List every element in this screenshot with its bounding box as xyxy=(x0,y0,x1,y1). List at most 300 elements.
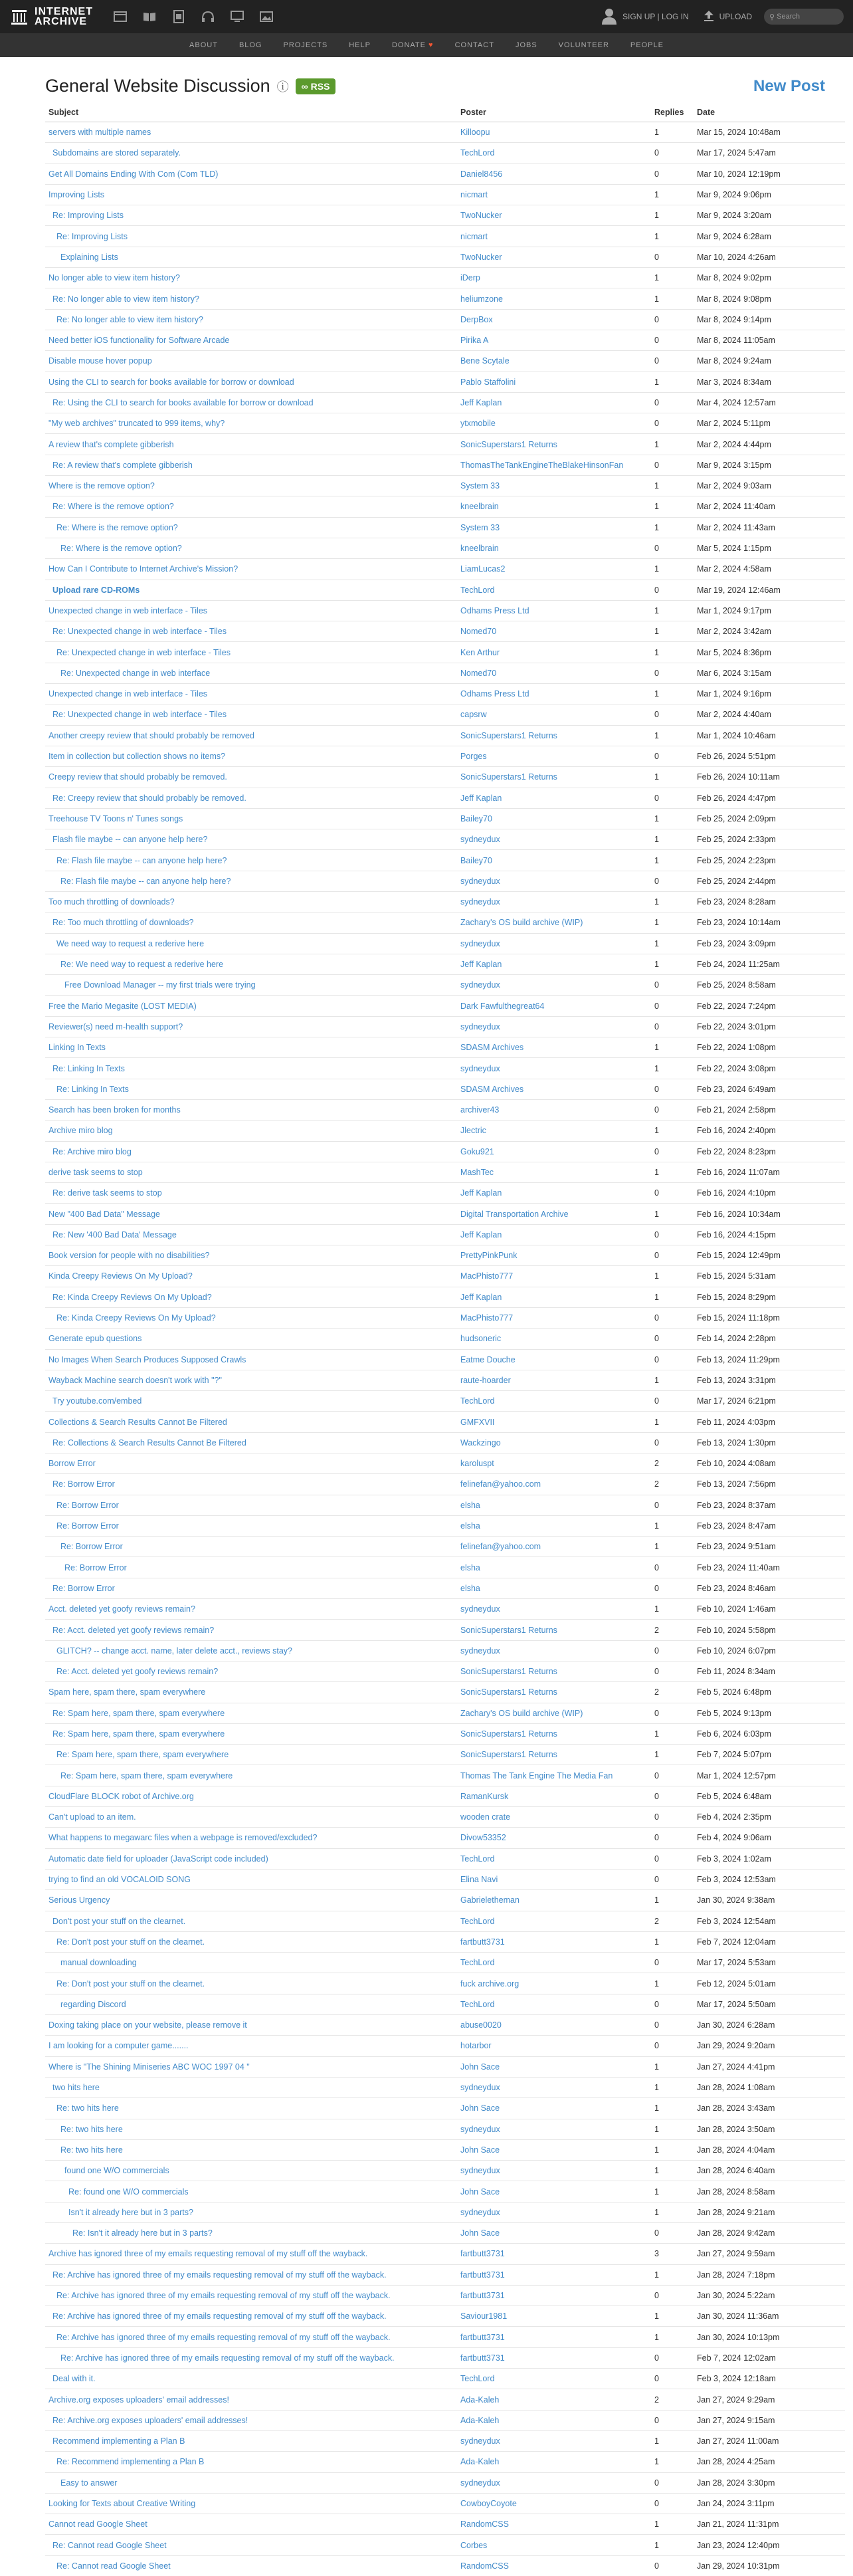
info-icon[interactable]: ⓘ xyxy=(276,80,289,94)
subject-link[interactable]: Re: Using the CLI to search for books available for borrow or download xyxy=(52,398,314,407)
poster-link[interactable]: fartbutt3731 xyxy=(460,2332,505,2342)
poster-link[interactable]: Bailey70 xyxy=(460,855,492,865)
audio-icon[interactable] xyxy=(201,9,215,24)
poster-link[interactable]: elsha xyxy=(460,1583,480,1593)
poster-link[interactable]: abuse0020 xyxy=(460,2020,502,2030)
nav-contact[interactable]: CONTACT xyxy=(454,41,494,49)
subject-link[interactable]: trying to find an old VOCALOID SONG xyxy=(48,1875,191,1885)
subject-link[interactable]: Re: two hits here xyxy=(60,2145,123,2155)
subject-link[interactable]: Re: Improving Lists xyxy=(56,231,128,241)
poster-link[interactable]: LiamLucas2 xyxy=(460,564,506,574)
poster-cell xyxy=(457,1245,651,1266)
subject-link[interactable]: Re: Improving Lists xyxy=(52,211,124,221)
table-row xyxy=(45,1537,845,1557)
subject-link[interactable]: Re: Borrow Error xyxy=(56,1521,119,1531)
upload-link[interactable]: UPLOAD xyxy=(719,12,752,21)
poster-link[interactable]: RandomCSS xyxy=(460,2520,509,2529)
poster-link[interactable]: hudsoneric xyxy=(460,1334,502,1344)
poster-link[interactable]: MashTec xyxy=(460,1167,494,1177)
poster-link[interactable]: elsha xyxy=(460,1500,480,1510)
subject-link[interactable]: Doxing taking place on your website, please remove it xyxy=(48,2020,247,2030)
subject-link[interactable]: servers with multiple names xyxy=(48,128,151,138)
subject-cell xyxy=(45,788,457,808)
poster-link[interactable]: fartbutt3731 xyxy=(460,2249,505,2259)
poster-link[interactable]: sydneydux xyxy=(460,1646,500,1656)
subject-link[interactable]: Re: No longer able to view item history? xyxy=(56,314,203,324)
subject-link[interactable]: Re: Archive.org exposes uploaders' email addresses! xyxy=(52,2415,248,2425)
subject-link[interactable]: "My web archives" truncated to 999 items, why? xyxy=(48,419,225,429)
subject-link[interactable]: No Images When Search Produces Supposed Crawls xyxy=(48,1354,246,1364)
replies-cell: 1 xyxy=(651,2452,694,2472)
poster-link[interactable]: kneelbrain xyxy=(460,544,499,554)
poster-link[interactable]: RamanKursk xyxy=(460,1791,509,1801)
subject-link[interactable]: Borrow Error xyxy=(48,1459,96,1469)
subject-cell xyxy=(45,1495,457,1515)
subject-link[interactable]: Book version for people with no disabilities? xyxy=(48,1251,210,1261)
replies-cell: 1 xyxy=(651,184,694,205)
subject-link[interactable]: I am looking for a computer game....... xyxy=(48,2041,189,2051)
subject-link[interactable]: Item in collection but collection shows no items? xyxy=(48,752,226,762)
poster-link[interactable]: iDerp xyxy=(460,273,480,283)
subject-link[interactable]: Re: Cannot read Google Sheet xyxy=(56,2561,171,2571)
poster-link[interactable]: wooden crate xyxy=(460,1812,511,1822)
poster-link[interactable]: sydneydux xyxy=(460,1604,500,1614)
poster-link[interactable]: hotarbor xyxy=(460,2041,492,2051)
nav-donate[interactable] xyxy=(392,41,434,49)
new-post-button[interactable]: New Post xyxy=(753,76,825,95)
subject-link[interactable]: Re: Unexpected change in web interface - Tiles xyxy=(52,710,227,720)
poster-link[interactable]: Jlectric xyxy=(460,1126,486,1136)
poster-link[interactable]: SonicSuperstars1 Returns xyxy=(460,1729,557,1739)
poster-link[interactable]: John Sace xyxy=(460,2062,500,2072)
poster-link[interactable]: sydneydux xyxy=(460,897,500,907)
subject-link[interactable]: Re: Spam here, spam there, spam everywhere xyxy=(52,1729,225,1739)
poster-cell xyxy=(457,226,651,247)
nav-about[interactable]: ABOUT xyxy=(189,41,218,49)
subject-link[interactable]: Re: Unexpected change in web interface xyxy=(60,668,211,678)
poster-link[interactable]: TechLord xyxy=(460,585,495,595)
poster-link[interactable]: archiver43 xyxy=(460,1105,500,1115)
poster-link[interactable]: nicmart xyxy=(460,190,488,200)
poster-link[interactable]: capsrw xyxy=(460,710,487,720)
poster-link[interactable]: System 33 xyxy=(460,522,500,532)
subject-link[interactable]: Too much throttling of downloads? xyxy=(48,897,175,907)
poster-link[interactable]: TechLord xyxy=(460,2374,495,2384)
poster-link[interactable]: Gabrieletheman xyxy=(460,1895,520,1905)
poster-link[interactable]: fuck archive.org xyxy=(460,1979,520,1988)
user-icon[interactable] xyxy=(601,7,617,27)
nav-blog[interactable]: BLOG xyxy=(238,41,262,49)
poster-link[interactable]: TwoNucker xyxy=(460,211,502,221)
poster-link[interactable]: Nomed70 xyxy=(460,627,497,637)
replies-cell: 0 xyxy=(651,143,694,163)
poster-link[interactable]: John Sace xyxy=(460,2103,500,2113)
nav-volunteer[interactable]: VOLUNTEER xyxy=(558,41,609,49)
poster-link[interactable]: SDASM Archives xyxy=(460,1043,524,1053)
poster-link[interactable]: SonicSuperstars1 Returns xyxy=(460,439,557,449)
poster-link[interactable]: TechLord xyxy=(460,1854,495,1864)
subject-link[interactable]: Re: Linking In Texts xyxy=(52,1063,125,1073)
subject-link[interactable]: How Can I Contribute to Internet Archive's Mission? xyxy=(48,564,238,574)
subject-link[interactable]: Re: Where is the remove option? xyxy=(56,522,178,532)
poster-link[interactable]: Thomas The Tank Engine The Media Fan xyxy=(460,1771,613,1780)
poster-link[interactable]: MacPhisto777 xyxy=(460,1313,514,1323)
subject-link[interactable]: Search has been broken for months xyxy=(48,1105,181,1115)
poster-link[interactable]: Elina Navi xyxy=(460,1875,498,1885)
subject-link[interactable]: Re: Kinda Creepy Reviews On My Upload? xyxy=(56,1313,216,1323)
subject-link[interactable]: derive task seems to stop xyxy=(48,1167,143,1177)
images-icon[interactable] xyxy=(259,9,274,24)
poster-link[interactable]: Jeff Kaplan xyxy=(460,793,502,803)
subject-link[interactable]: Re: Borrow Error xyxy=(64,1562,127,1572)
poster-link[interactable]: raute-hoarder xyxy=(460,1375,511,1385)
poster-cell xyxy=(457,1828,651,1848)
poster-link[interactable]: Jeff Kaplan xyxy=(460,398,502,407)
poster-link[interactable]: Divow53352 xyxy=(460,1833,506,1843)
subject-link[interactable]: Recommend implementing a Plan B xyxy=(52,2436,185,2446)
subject-cell xyxy=(45,1349,457,1370)
poster-link[interactable]: elsha xyxy=(460,1521,480,1531)
subject-link[interactable]: Another creepy review that should probably be removed xyxy=(48,730,254,740)
subject-link[interactable]: Subdomains are stored separately. xyxy=(52,148,181,158)
poster-link[interactable]: Zachary's OS build archive (WIP) xyxy=(460,918,583,928)
subject-link[interactable]: Re: Spam here, spam there, spam everywhere xyxy=(56,1750,229,1760)
subject-link[interactable]: Acct. deleted yet goofy reviews remain? xyxy=(48,1604,195,1614)
nav-jobs[interactable]: JOBS xyxy=(515,41,537,49)
poster-link[interactable]: Daniel8456 xyxy=(460,169,503,179)
subject-link[interactable]: Creepy review that should probably be removed. xyxy=(48,772,227,782)
subject-link[interactable]: Archive.org exposes uploaders' email addresses! xyxy=(48,2395,229,2405)
poster-link[interactable]: fartbutt3731 xyxy=(460,2291,505,2301)
poster-link[interactable]: TwoNucker xyxy=(460,252,502,262)
texts-icon[interactable] xyxy=(142,9,157,24)
video-icon[interactable] xyxy=(171,9,186,24)
subject-link[interactable]: Using the CLI to search for books available for borrow or download xyxy=(48,377,294,387)
subject-link[interactable]: Can't upload to an item. xyxy=(48,1812,136,1822)
table-row xyxy=(45,205,845,226)
poster-link[interactable]: John Sace xyxy=(460,2187,500,2197)
subject-link[interactable]: Flash file maybe -- can anyone help here? xyxy=(52,835,208,845)
poster-link[interactable]: TechLord xyxy=(460,1916,495,1926)
subject-link[interactable]: Free Download Manager -- my first trials were trying xyxy=(64,980,256,990)
subject-link[interactable]: Re: found one W/O commercials xyxy=(68,2187,189,2197)
subject-link[interactable]: Automatic date field for uploader (JavaScript code included) xyxy=(48,1854,268,1864)
subject-link[interactable]: Re: derive task seems to stop xyxy=(52,1188,162,1198)
subject-link[interactable]: Re: Borrow Error xyxy=(52,1583,115,1593)
subject-link[interactable]: Re: Borrow Error xyxy=(56,1500,119,1510)
poster-link[interactable]: TechLord xyxy=(460,1999,495,2009)
subject-link[interactable]: found one W/O commercials xyxy=(64,2166,169,2176)
subject-link[interactable]: Re: New '400 Bad Data' Message xyxy=(52,1230,177,1239)
subject-link[interactable]: Re: Collections & Search Results Cannot Be Filtered xyxy=(52,1438,246,1448)
poster-link[interactable]: SDASM Archives xyxy=(460,1084,524,1094)
search-input[interactable] xyxy=(764,9,844,25)
date-cell: Jan 30, 2024 6:28am xyxy=(694,2015,845,2036)
poster-link[interactable]: elsha xyxy=(460,1562,480,1572)
poster-link[interactable]: Ada-Kaleh xyxy=(460,2415,500,2425)
poster-link[interactable]: sydneydux xyxy=(460,876,500,886)
poster-link[interactable]: RandomCSS xyxy=(460,2561,509,2571)
subject-link[interactable]: Unexpected change in web interface - Tiles xyxy=(48,605,208,615)
subject-link[interactable]: Re: Too much throttling of downloads? xyxy=(52,918,194,928)
poster-link[interactable]: sydneydux xyxy=(460,2207,500,2217)
subject-link[interactable]: Re: Borrow Error xyxy=(60,1542,123,1552)
software-icon[interactable] xyxy=(230,9,244,24)
poster-link[interactable]: System 33 xyxy=(460,481,500,491)
poster-link[interactable]: heliumzone xyxy=(460,294,503,304)
poster-link[interactable]: sydneydux xyxy=(460,835,500,845)
subject-link[interactable]: A review that's complete gibberish xyxy=(48,439,174,449)
poster-link[interactable]: ThomasTheTankEngineTheBlakeHinsonFan xyxy=(460,460,624,470)
subject-link[interactable]: Re: Where is the remove option? xyxy=(52,502,174,512)
replies-cell: 0 xyxy=(651,1183,694,1204)
subject-link[interactable]: Unexpected change in web interface - Tiles xyxy=(48,689,208,699)
poster-link[interactable]: Goku921 xyxy=(460,1146,494,1156)
poster-link[interactable]: CowboyCoyote xyxy=(460,2498,517,2508)
upload-icon[interactable] xyxy=(704,10,714,24)
poster-link[interactable]: SonicSuperstars1 Returns xyxy=(460,1667,557,1677)
poster-link[interactable]: Digital Transportation Archive xyxy=(460,1209,569,1219)
subject-link[interactable]: Re: Archive has ignored three of my emails requesting removal of my stuff off the wayback. xyxy=(52,2270,387,2280)
poster-link[interactable]: karoluspt xyxy=(460,1459,494,1469)
poster-link[interactable]: felinefan@yahoo.com xyxy=(460,1479,541,1489)
subject-link[interactable]: GLITCH? -- change acct. name, later delete acct., reviews stay? xyxy=(56,1646,293,1656)
subject-cell xyxy=(45,1474,457,1495)
poster-link[interactable]: sydneydux xyxy=(460,980,500,990)
poster-link[interactable]: sydneydux xyxy=(460,1021,500,1031)
subject-link[interactable]: Cannot read Google Sheet xyxy=(48,2520,147,2529)
poster-link[interactable]: Odhams Press Ltd xyxy=(460,689,529,699)
poster-link[interactable]: Porges xyxy=(460,752,487,762)
poster-link[interactable]: TechLord xyxy=(460,1958,495,1968)
subject-link[interactable]: No longer able to view item history? xyxy=(48,273,181,283)
date-cell: Feb 25, 2024 2:44pm xyxy=(694,871,845,891)
subject-link[interactable]: Wayback Machine search doesn't work with "?" xyxy=(48,1375,222,1385)
poster-link[interactable]: sydneydux xyxy=(460,1063,500,1073)
subject-link[interactable]: Re: Creepy review that should probably be removed. xyxy=(52,793,246,803)
poster-link[interactable]: John Sace xyxy=(460,2145,500,2155)
subject-link[interactable]: Re: Archive has ignored three of my emails requesting removal of my stuff off the wayback. xyxy=(56,2332,391,2342)
subject-link[interactable]: Don't post your stuff on the clearnet. xyxy=(52,1916,186,1926)
subject-link[interactable]: Re: We need way to request a rederive here xyxy=(60,960,224,970)
poster-link[interactable]: Eatme Douche xyxy=(460,1354,516,1364)
subject-link[interactable]: Get All Domains Ending With Com (Com TLD) xyxy=(48,169,219,179)
poster-cell xyxy=(457,1578,651,1598)
subject-link[interactable]: Re: Archive has ignored three of my emails requesting removal of my stuff off the wayback. xyxy=(56,2291,391,2301)
subject-cell xyxy=(45,413,457,434)
poster-link[interactable]: SonicSuperstars1 Returns xyxy=(460,730,557,740)
poster-link[interactable]: ytxmobile xyxy=(460,419,496,429)
subject-link[interactable]: Re: Archive has ignored three of my emails requesting removal of my stuff off the wayback. xyxy=(52,2311,387,2321)
subject-link[interactable]: Re: Spam here, spam there, spam everywhere xyxy=(52,1708,225,1718)
poster-link[interactable]: SonicSuperstars1 Returns xyxy=(460,1625,557,1635)
subject-link[interactable]: Easy to answer xyxy=(60,2478,118,2488)
subject-link[interactable]: Re: Borrow Error xyxy=(52,1479,115,1489)
subject-link[interactable]: Re: Spam here, spam there, spam everywhere xyxy=(60,1771,233,1780)
replies-cell: 0 xyxy=(651,1349,694,1370)
subject-link[interactable]: We need way to request a rederive here xyxy=(56,938,205,948)
subject-link[interactable]: New "400 Bad Data" Message xyxy=(48,1209,160,1219)
subject-link[interactable]: Re: No longer able to view item history? xyxy=(52,294,199,304)
internet-archive-logo[interactable] xyxy=(9,7,93,27)
subject-link[interactable]: Re: Linking In Texts xyxy=(56,1084,129,1094)
subject-link[interactable]: Disable mouse hover popup xyxy=(48,356,152,366)
poster-link[interactable]: Jeff Kaplan xyxy=(460,1292,502,1302)
poster-link[interactable]: DerpBox xyxy=(460,314,493,324)
subject-link[interactable]: Free the Mario Megasite (LOST MEDIA) xyxy=(48,1001,197,1011)
subject-link[interactable]: Re: Don't post your stuff on the clearnet. xyxy=(56,1937,205,1947)
poster-link[interactable]: SonicSuperstars1 Returns xyxy=(460,772,557,782)
poster-cell xyxy=(457,2347,651,2368)
poster-link[interactable]: TechLord xyxy=(460,1396,495,1406)
subject-link[interactable]: Archive has ignored three of my emails requesting removal of my stuff off the wayback. xyxy=(48,2249,368,2259)
subject-cell xyxy=(45,2306,457,2327)
poster-link[interactable]: Jeff Kaplan xyxy=(460,960,502,970)
poster-link[interactable]: Pirika A xyxy=(460,336,489,346)
poster-link[interactable]: sydneydux xyxy=(460,2083,500,2093)
subject-link[interactable]: Where is the remove option? xyxy=(48,481,155,491)
subject-link[interactable]: Isn't it already here but in 3 parts? xyxy=(68,2207,193,2217)
nav-projects[interactable]: PROJECTS xyxy=(283,41,328,49)
subject-link[interactable]: CloudFlare BLOCK robot of Archive.org xyxy=(48,1791,194,1801)
poster-link[interactable]: GMFXVII xyxy=(460,1417,495,1427)
replies-cell: 0 xyxy=(651,247,694,267)
subject-link[interactable]: Serious Urgency xyxy=(48,1895,110,1905)
poster-link[interactable]: sydneydux xyxy=(460,2478,500,2488)
subject-link[interactable]: Re: Isn't it already here but in 3 parts? xyxy=(72,2228,213,2238)
subject-link[interactable]: Re: Where is the remove option? xyxy=(60,544,182,554)
poster-link[interactable]: sydneydux xyxy=(460,2124,500,2134)
poster-link[interactable]: sydneydux xyxy=(460,2436,500,2446)
poster-cell xyxy=(457,767,651,788)
poster-link[interactable]: felinefan@yahoo.com xyxy=(460,1542,541,1552)
poster-link[interactable]: Jeff Kaplan xyxy=(460,1230,502,1239)
poster-link[interactable]: Odhams Press Ltd xyxy=(460,605,529,615)
subject-link[interactable]: Linking In Texts xyxy=(48,1043,106,1053)
poster-link[interactable]: John Sace xyxy=(460,2228,500,2238)
poster-link[interactable]: Zachary's OS build archive (WIP) xyxy=(460,1708,583,1718)
subject-link[interactable]: two hits here xyxy=(52,2083,100,2093)
subject-cell xyxy=(45,975,457,996)
subject-link[interactable]: Where is "The Shining Miniseries ABC WOC 1997 04 " xyxy=(48,2062,250,2072)
subject-link[interactable]: Re: Flash file maybe -- can anyone help here? xyxy=(60,876,231,886)
rss-button[interactable] xyxy=(296,78,336,94)
web-icon[interactable] xyxy=(113,9,128,24)
date-cell: Feb 7, 2024 5:07pm xyxy=(694,1745,845,1765)
poster-link[interactable]: nicmart xyxy=(460,231,488,241)
poster-link[interactable]: Killoopu xyxy=(460,128,490,138)
poster-link[interactable]: Jeff Kaplan xyxy=(460,1188,502,1198)
subject-link[interactable]: Re: Cannot read Google Sheet xyxy=(52,2540,167,2550)
replies-cell: 1 xyxy=(651,2119,694,2139)
subject-link[interactable]: Re: Acct. deleted yet goofy reviews remain? xyxy=(56,1667,219,1677)
subject-link[interactable]: Generate epub questions xyxy=(48,1334,142,1344)
subject-link[interactable]: Re: Unexpected change in web interface - Tiles xyxy=(52,627,227,637)
subject-cell xyxy=(45,1245,457,1266)
subject-cell xyxy=(45,2555,457,2576)
nav-help[interactable]: HELP xyxy=(349,41,371,49)
subject-link[interactable]: Spam here, spam there, spam everywhere xyxy=(48,1687,206,1697)
poster-link[interactable]: MacPhisto777 xyxy=(460,1271,514,1281)
subject-link[interactable]: Re: two hits here xyxy=(60,2124,123,2134)
poster-cell xyxy=(457,268,651,288)
poster-link[interactable]: Bailey70 xyxy=(460,813,492,823)
date-cell: Feb 24, 2024 11:25am xyxy=(694,954,845,974)
poster-link[interactable]: fartbutt3731 xyxy=(460,1937,505,1947)
signup-login-link[interactable]: SIGN UP | LOG IN xyxy=(622,12,689,21)
poster-link[interactable]: Ada-Kaleh xyxy=(460,2395,500,2405)
subject-cell xyxy=(45,2472,457,2493)
date-cell: Feb 23, 2024 8:28am xyxy=(694,891,845,912)
subject-cell xyxy=(45,2036,457,2056)
subject-link[interactable]: Re: Unexpected change in web interface - Tiles xyxy=(56,647,231,657)
subject-link[interactable]: Collections & Search Results Cannot Be Filtered xyxy=(48,1417,227,1427)
poster-link[interactable]: PrettyPinkPunk xyxy=(460,1251,518,1261)
poster-cell xyxy=(457,1911,651,1931)
poster-link[interactable]: SonicSuperstars1 Returns xyxy=(460,1687,557,1697)
subject-link[interactable]: What happens to megawarc files when a webpage is removed/excluded? xyxy=(48,1833,318,1843)
subject-link[interactable]: Re: A review that's complete gibberish xyxy=(52,460,193,470)
subject-link[interactable]: regarding Discord xyxy=(60,1999,126,2009)
subject-link[interactable]: Deal with it. xyxy=(52,2374,96,2384)
subject-link[interactable]: Re: Flash file maybe -- can anyone help here? xyxy=(56,855,227,865)
poster-link[interactable]: fartbutt3731 xyxy=(460,2353,505,2363)
poster-link[interactable]: sydneydux xyxy=(460,938,500,948)
subject-link[interactable]: Re: Acct. deleted yet goofy reviews remain? xyxy=(52,1625,215,1635)
date-cell: Feb 22, 2024 1:08pm xyxy=(694,1037,845,1058)
date-cell: Mar 2, 2024 3:42am xyxy=(694,621,845,642)
poster-link[interactable]: Dark Fawfulthegreat64 xyxy=(460,1001,545,1011)
nav-people[interactable]: PEOPLE xyxy=(630,41,664,49)
poster-link[interactable]: Ken Arthur xyxy=(460,647,500,657)
poster-link[interactable]: Corbes xyxy=(460,2540,488,2550)
poster-link[interactable]: Nomed70 xyxy=(460,668,497,678)
subject-link[interactable]: Upload rare CD-ROMs xyxy=(52,585,140,595)
poster-cell xyxy=(457,1786,651,1806)
subject-link[interactable]: Improving Lists xyxy=(48,190,105,200)
poster-link[interactable]: Wackzingo xyxy=(460,1438,501,1448)
poster-link[interactable]: sydneydux xyxy=(460,2166,500,2176)
subject-link[interactable]: Looking for Texts about Creative Writing xyxy=(48,2498,196,2508)
subject-link[interactable]: manual downloading xyxy=(60,1958,137,1968)
subject-link[interactable]: Re: two hits here xyxy=(56,2103,119,2113)
poster-link[interactable]: Ada-Kaleh xyxy=(460,2457,500,2467)
poster-link[interactable]: Bene Scytale xyxy=(460,356,510,366)
poster-link[interactable]: kneelbrain xyxy=(460,502,499,512)
subject-link[interactable]: Re: Recommend implementing a Plan B xyxy=(56,2457,205,2467)
table-row xyxy=(45,2098,845,2119)
subject-link[interactable]: Kinda Creepy Reviews On My Upload? xyxy=(48,1271,193,1281)
table-row xyxy=(45,933,845,954)
subject-link[interactable]: Try youtube.com/embed xyxy=(52,1396,142,1406)
poster-link[interactable]: TechLord xyxy=(460,148,495,158)
subject-link[interactable]: Reviewer(s) need m-health support? xyxy=(48,1021,183,1031)
table-row xyxy=(45,1931,845,1952)
poster-link[interactable]: Pablo Staffolini xyxy=(460,377,516,387)
replies-cell: 1 xyxy=(651,1121,694,1141)
subject-link[interactable]: Re: Don't post your stuff on the clearnet. xyxy=(56,1979,205,1988)
subject-link[interactable]: Re: Archive miro blog xyxy=(52,1146,132,1156)
poster-link[interactable]: Saviour1981 xyxy=(460,2311,508,2321)
subject-link[interactable]: Archive miro blog xyxy=(48,1126,113,1136)
subject-link[interactable]: Re: Archive has ignored three of my emails requesting removal of my stuff off the wayback. xyxy=(60,2353,395,2363)
subject-link[interactable]: Need better iOS functionality for Software Arcade xyxy=(48,336,230,346)
subject-link[interactable]: Explaining Lists xyxy=(60,252,118,262)
poster-link[interactable]: SonicSuperstars1 Returns xyxy=(460,1750,557,1760)
poster-link[interactable]: fartbutt3731 xyxy=(460,2270,505,2280)
subject-link[interactable]: Re: Kinda Creepy Reviews On My Upload? xyxy=(52,1292,212,1302)
subject-link[interactable]: Treehouse TV Toons n' Tunes songs xyxy=(48,813,183,823)
